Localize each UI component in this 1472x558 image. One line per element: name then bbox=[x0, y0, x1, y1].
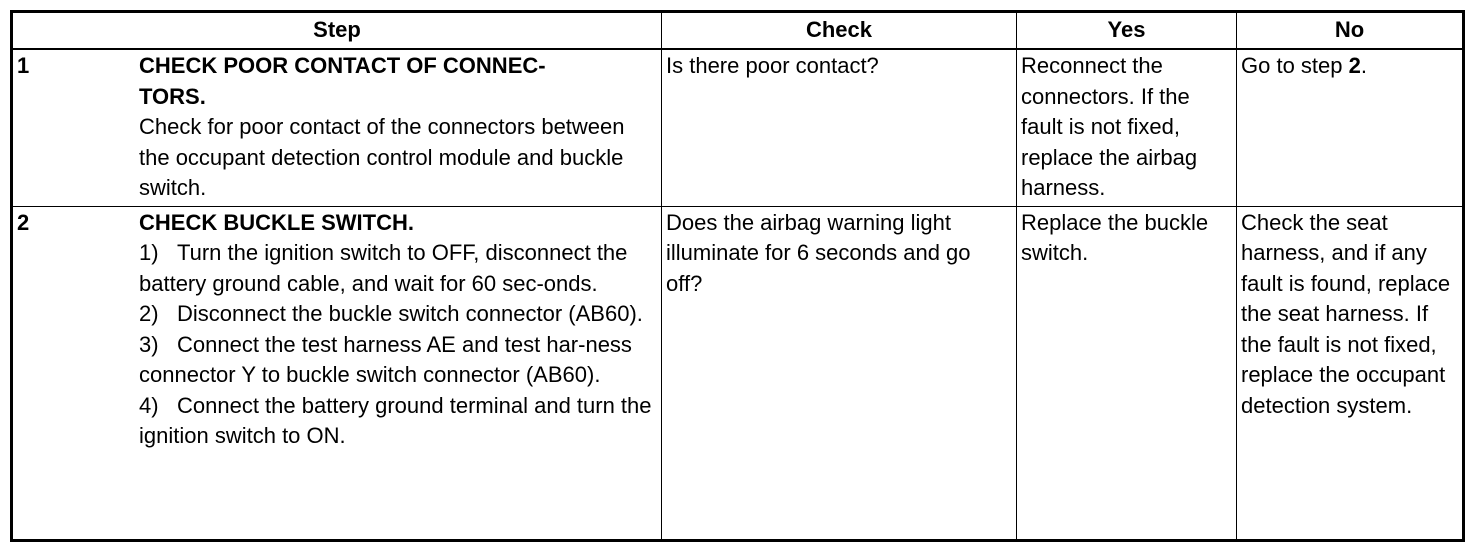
yes-cell: Replace the buckle switch. bbox=[1017, 206, 1237, 540]
document-page bbox=[10, 10, 1462, 548]
table-row bbox=[12, 206, 1464, 540]
yes-cell: Reconnect the connectors. If the fault is not fixed, replace the airbag harness. bbox=[1017, 49, 1237, 206]
header-yes: Yes bbox=[1017, 12, 1237, 50]
step-cell bbox=[12, 49, 662, 206]
diagnostic-table bbox=[10, 10, 1465, 542]
header-step: Step bbox=[12, 12, 662, 50]
step-title-line1: CHECK POOR CONTACT OF CONNEC- bbox=[139, 53, 546, 78]
substep bbox=[139, 299, 657, 330]
step-description: Check for poor contact of the connectors between the occupant detection control module and buckle switch. bbox=[139, 114, 625, 200]
header-check: Check bbox=[662, 12, 1017, 50]
substep bbox=[139, 391, 657, 452]
substep-text: Disconnect the buckle switch connector (AB60). bbox=[177, 301, 643, 326]
step-number: 2 bbox=[17, 209, 30, 235]
substep bbox=[139, 330, 657, 391]
substep-text: Connect the test harness AE and test har-ness connector Y to buckle switch connector (AB60). bbox=[139, 331, 632, 387]
no-suffix: . bbox=[1360, 53, 1367, 78]
no-prefix: Go to step bbox=[1241, 53, 1349, 78]
step-title-line2: TORS. bbox=[139, 83, 206, 109]
substep-text: Turn the ignition switch to OFF, disconnect the battery ground cable, and wait for 60 sec-onds. bbox=[139, 240, 628, 296]
no-step-ref: 2 bbox=[1348, 53, 1361, 78]
header-no: No bbox=[1237, 12, 1464, 50]
substep bbox=[139, 238, 657, 299]
step-title: CHECK BUCKLE SWITCH. bbox=[139, 209, 414, 235]
table-row bbox=[12, 49, 1464, 206]
check-cell: Does the airbag warning light illuminate for 6 seconds and go off? bbox=[662, 206, 1017, 540]
no-cell bbox=[1237, 49, 1464, 206]
substep-number: 4) bbox=[139, 392, 159, 418]
header-row bbox=[12, 12, 1464, 50]
check-cell: Is there poor contact? bbox=[662, 49, 1017, 206]
substep-number: 1) bbox=[139, 240, 159, 265]
step-number: 1 bbox=[17, 53, 30, 78]
step-title bbox=[139, 51, 657, 112]
step-cell bbox=[12, 206, 662, 540]
substep-number: 3) bbox=[139, 331, 159, 357]
substep-text: Connect the battery ground terminal and turn the ignition switch to ON. bbox=[139, 392, 652, 448]
substep-number: 2) bbox=[139, 301, 159, 326]
no-cell: Check the seat harness, and if any fault is found, replace the seat harness. If the fault is not fixed, replace the occupant detection system. bbox=[1237, 206, 1464, 540]
